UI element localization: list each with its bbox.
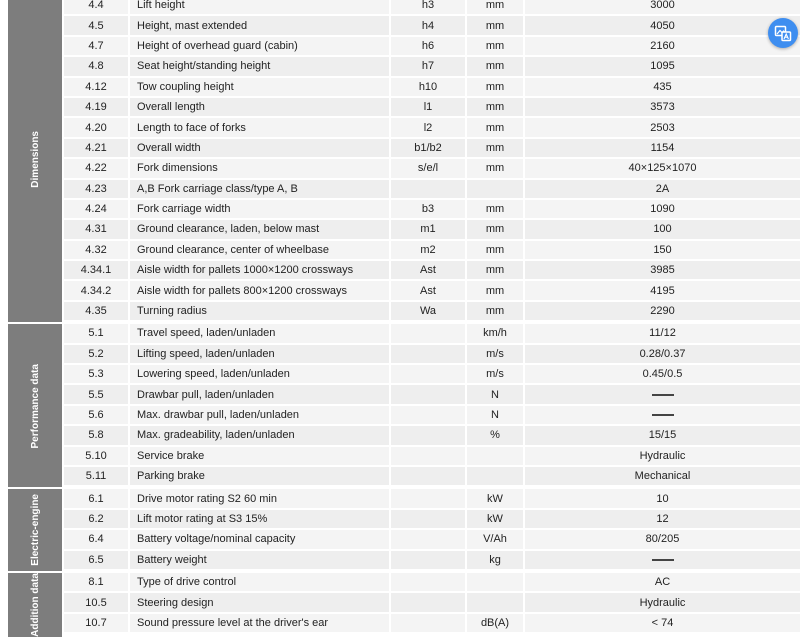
- row-value: 1154: [525, 139, 800, 157]
- row-unit: km/h: [467, 324, 523, 342]
- row-unit: kW: [467, 510, 523, 528]
- row-number: 4.32: [64, 241, 128, 259]
- table-row: [64, 302, 800, 320]
- row-description: Battery voltage/nominal capacity: [130, 530, 389, 548]
- row-symbol: h3: [391, 0, 465, 14]
- row-value: 2160: [525, 37, 800, 55]
- table-row: [64, 78, 800, 96]
- dash-icon: [652, 414, 674, 416]
- row-value: [525, 551, 800, 569]
- row-number: 4.22: [64, 159, 128, 177]
- row-symbol: [391, 345, 465, 363]
- row-symbol: Wa: [391, 302, 465, 320]
- row-symbol: b3: [391, 200, 465, 218]
- row-value: 3000: [525, 0, 800, 14]
- row-description: Lowering speed, laden/unladen: [130, 365, 389, 383]
- section-addition-data: [8, 573, 800, 637]
- table-row: [64, 573, 800, 591]
- row-number: 4.20: [64, 118, 128, 136]
- table-row: [64, 261, 800, 279]
- table-row: [64, 16, 800, 34]
- row-description: Sound pressure level at the driver's ear: [130, 614, 389, 632]
- table-row: [64, 510, 800, 528]
- row-value: 11/12: [525, 324, 800, 342]
- row-unit: [467, 467, 523, 485]
- row-value: 100: [525, 220, 800, 238]
- row-unit: mm: [467, 220, 523, 238]
- row-number: 10.5: [64, 593, 128, 611]
- row-value: 4195: [525, 281, 800, 299]
- row-symbol: [391, 530, 465, 548]
- row-symbol: s/e/l: [391, 159, 465, 177]
- table-row: [64, 241, 800, 259]
- row-symbol: [391, 447, 465, 465]
- row-value: AC: [525, 573, 800, 591]
- row-number: 4.31: [64, 220, 128, 238]
- section-performance-data: [8, 324, 800, 487]
- row-description: Height of overhead guard (cabin): [130, 37, 389, 55]
- row-description: Height, mast extended: [130, 16, 389, 34]
- row-description: A,B Fork carriage class/type A, B: [130, 180, 389, 198]
- table-row: [64, 551, 800, 569]
- row-value: 10: [525, 489, 800, 507]
- table-row: [64, 593, 800, 611]
- table-row: [64, 57, 800, 75]
- section-label-text: Dimensions: [29, 130, 41, 188]
- row-unit: [467, 180, 523, 198]
- row-description: Overall length: [130, 98, 389, 116]
- row-symbol: [391, 180, 465, 198]
- table-row: [64, 220, 800, 238]
- row-value: 0.45/0.5: [525, 365, 800, 383]
- row-description: Aisle width for pallets 1000×1200 crossways: [130, 261, 389, 279]
- row-description: Max. gradeability, laden/unladen: [130, 426, 389, 444]
- row-number: 4.8: [64, 57, 128, 75]
- row-number: 4.34.2: [64, 281, 128, 299]
- row-unit: mm: [467, 16, 523, 34]
- row-symbol: h6: [391, 37, 465, 55]
- image-translate-icon: [774, 24, 792, 42]
- row-symbol: h7: [391, 57, 465, 75]
- row-description: Overall width: [130, 139, 389, 157]
- row-symbol: [391, 467, 465, 485]
- row-value: 1095: [525, 57, 800, 75]
- row-unit: V/Ah: [467, 530, 523, 548]
- table-row: [64, 614, 800, 632]
- row-value: 4050: [525, 16, 800, 34]
- row-description: Lift height: [130, 0, 389, 14]
- row-value: < 74: [525, 614, 800, 632]
- row-unit: mm: [467, 0, 523, 14]
- row-description: Max. drawbar pull, laden/unladen: [130, 406, 389, 424]
- row-description: Turning radius: [130, 302, 389, 320]
- row-unit: mm: [467, 98, 523, 116]
- row-unit: m/s: [467, 365, 523, 383]
- row-number: 5.2: [64, 345, 128, 363]
- row-unit: mm: [467, 57, 523, 75]
- row-value: 15/15: [525, 426, 800, 444]
- section-rows: [64, 0, 800, 322]
- row-value: 2A: [525, 180, 800, 198]
- row-unit: mm: [467, 200, 523, 218]
- row-symbol: [391, 510, 465, 528]
- table-row: [64, 345, 800, 363]
- row-number: 4.5: [64, 16, 128, 34]
- section-label-text: Electric-engine: [29, 494, 41, 566]
- row-symbol: [391, 593, 465, 611]
- row-number: 5.11: [64, 467, 128, 485]
- dash-icon: [652, 394, 674, 396]
- dash-icon: [652, 559, 674, 561]
- section-rows: [64, 573, 800, 637]
- row-value: 40×125×1070: [525, 159, 800, 177]
- row-symbol: [391, 385, 465, 403]
- row-unit: mm: [467, 261, 523, 279]
- row-number: 6.4: [64, 530, 128, 548]
- row-unit: [467, 573, 523, 591]
- spec-table: [8, 0, 800, 639]
- row-value: [525, 385, 800, 403]
- row-unit: mm: [467, 241, 523, 259]
- row-symbol: b1/b2: [391, 139, 465, 157]
- row-symbol: [391, 365, 465, 383]
- section-label: [8, 573, 62, 637]
- row-unit: dB(A): [467, 614, 523, 632]
- row-number: 5.5: [64, 385, 128, 403]
- row-value: Hydraulic: [525, 593, 800, 611]
- row-value: Mechanical: [525, 467, 800, 485]
- row-unit: kg: [467, 551, 523, 569]
- row-value: 80/205: [525, 530, 800, 548]
- table-row: [64, 324, 800, 342]
- row-description: Travel speed, laden/unladen: [130, 324, 389, 342]
- row-symbol: m1: [391, 220, 465, 238]
- row-description: Lift motor rating at S3 15%: [130, 510, 389, 528]
- row-unit: [467, 593, 523, 611]
- row-description: Fork carriage width: [130, 200, 389, 218]
- row-description: Tow coupling height: [130, 78, 389, 96]
- row-symbol: l2: [391, 118, 465, 136]
- row-symbol: [391, 406, 465, 424]
- row-number: 5.1: [64, 324, 128, 342]
- row-number: 8.1: [64, 573, 128, 591]
- row-number: 4.24: [64, 200, 128, 218]
- row-description: Drive motor rating S2 60 min: [130, 489, 389, 507]
- row-value: 3985: [525, 261, 800, 279]
- row-unit: N: [467, 406, 523, 424]
- table-row: [64, 365, 800, 383]
- row-symbol: Ast: [391, 261, 465, 279]
- row-value: [525, 406, 800, 424]
- section-label: [8, 324, 62, 487]
- row-description: Steering design: [130, 593, 389, 611]
- row-value: 12: [525, 510, 800, 528]
- row-number: 4.21: [64, 139, 128, 157]
- row-unit: mm: [467, 302, 523, 320]
- row-unit: kW: [467, 489, 523, 507]
- row-number: 4.23: [64, 180, 128, 198]
- row-unit: mm: [467, 281, 523, 299]
- section-label-text: Performance data: [29, 363, 41, 449]
- floating-translate-button[interactable]: [768, 18, 798, 48]
- row-unit: mm: [467, 139, 523, 157]
- row-description: Aisle width for pallets 800×1200 crossways: [130, 281, 389, 299]
- row-unit: m/s: [467, 345, 523, 363]
- table-row: [64, 447, 800, 465]
- section-label: [8, 0, 62, 322]
- table-row: [64, 281, 800, 299]
- table-row: [64, 139, 800, 157]
- section-dimensions: [8, 0, 800, 322]
- row-value: 3573: [525, 98, 800, 116]
- row-symbol: [391, 614, 465, 632]
- table-row: [64, 530, 800, 548]
- row-description: Drawbar pull, laden/unladen: [130, 385, 389, 403]
- row-unit: mm: [467, 78, 523, 96]
- row-unit: [467, 447, 523, 465]
- table-row: [64, 426, 800, 444]
- row-number: 4.35: [64, 302, 128, 320]
- row-description: Ground clearance, laden, below mast: [130, 220, 389, 238]
- row-symbol: [391, 426, 465, 444]
- table-row: [64, 467, 800, 485]
- row-description: Length to face of forks: [130, 118, 389, 136]
- row-unit: N: [467, 385, 523, 403]
- row-symbol: [391, 551, 465, 569]
- row-description: Lifting speed, laden/unladen: [130, 345, 389, 363]
- row-description: Type of drive control: [130, 573, 389, 591]
- table-row: [64, 159, 800, 177]
- row-number: 5.8: [64, 426, 128, 444]
- row-unit: mm: [467, 37, 523, 55]
- row-description: Battery weight: [130, 551, 389, 569]
- row-symbol: h4: [391, 16, 465, 34]
- row-number: 4.12: [64, 78, 128, 96]
- row-symbol: h10: [391, 78, 465, 96]
- row-value: 0.28/0.37: [525, 345, 800, 363]
- row-description: Ground clearance, center of wheelbase: [130, 241, 389, 259]
- row-symbol: [391, 489, 465, 507]
- table-row: [64, 200, 800, 218]
- row-symbol: [391, 573, 465, 591]
- table-row: [64, 385, 800, 403]
- table-row: [64, 0, 800, 14]
- section-rows: [64, 324, 800, 487]
- row-number: 5.6: [64, 406, 128, 424]
- row-symbol: m2: [391, 241, 465, 259]
- table-row: [64, 180, 800, 198]
- row-number: 4.7: [64, 37, 128, 55]
- row-number: 5.3: [64, 365, 128, 383]
- row-description: Parking brake: [130, 467, 389, 485]
- table-row: [64, 118, 800, 136]
- table-row: [64, 489, 800, 507]
- row-value: Hydraulic: [525, 447, 800, 465]
- row-unit: mm: [467, 118, 523, 136]
- row-value: 435: [525, 78, 800, 96]
- row-number: 5.10: [64, 447, 128, 465]
- table-row: [64, 98, 800, 116]
- section-label: [8, 489, 62, 571]
- row-unit: mm: [467, 159, 523, 177]
- row-value: 1090: [525, 200, 800, 218]
- row-description: Seat height/standing height: [130, 57, 389, 75]
- row-unit: %: [467, 426, 523, 444]
- row-number: 6.2: [64, 510, 128, 528]
- section-electric-engine: [8, 489, 800, 571]
- row-description: Fork dimensions: [130, 159, 389, 177]
- table-row: [64, 406, 800, 424]
- row-number: 4.34.1: [64, 261, 128, 279]
- row-symbol: Ast: [391, 281, 465, 299]
- row-number: 6.1: [64, 489, 128, 507]
- section-rows: [64, 489, 800, 571]
- row-value: 2503: [525, 118, 800, 136]
- row-description: Service brake: [130, 447, 389, 465]
- row-symbol: l1: [391, 98, 465, 116]
- row-number: 10.7: [64, 614, 128, 632]
- row-symbol: [391, 324, 465, 342]
- row-number: 6.5: [64, 551, 128, 569]
- row-number: 4.19: [64, 98, 128, 116]
- row-value: 2290: [525, 302, 800, 320]
- section-label-text: Addition data: [29, 572, 41, 637]
- row-value: 150: [525, 241, 800, 259]
- row-number: 4.4: [64, 0, 128, 14]
- table-row: [64, 37, 800, 55]
